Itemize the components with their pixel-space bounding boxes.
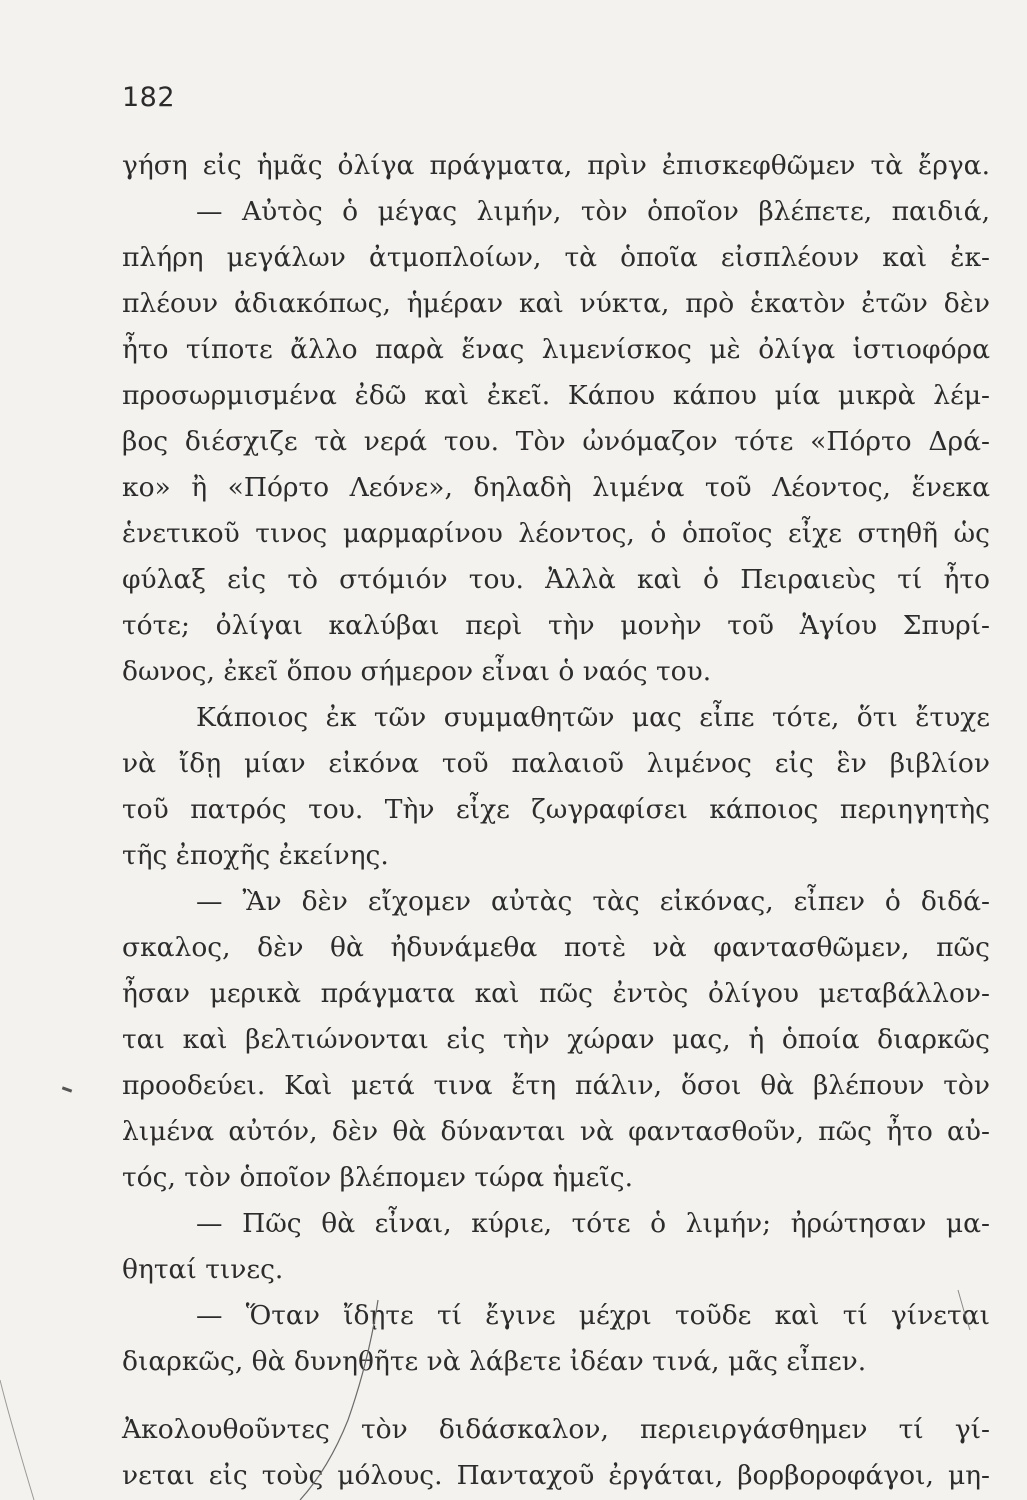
text-line: κο» ἢ «Πόρτο Λεόνε», δηλαδὴ λιμένα τοῦ Λέοντος, ἕνεκα [122,472,990,503]
text-line: — Ὅταν ἴδῃτε τί ἔγινε μέχρι τοῦδε καὶ τί γίνεται [196,1300,990,1331]
text-line: τῆς ἐποχῆς ἐκείνης. [122,840,389,871]
text-line: γήση εἰς ἡμᾶς ὀλίγα πράγματα, πρὶν ἐπισκεφθῶμεν τὰ ἔργα. [122,150,990,181]
text-line: λιμένα αὐτόν, δὲν θὰ δύνανται νὰ φαντασθοῦν, πῶς ἦτο αὐ- [122,1116,990,1147]
text-line: — Ἂν δὲν εἴχομεν αὐτὰς τὰς εἰκόνας, εἶπεν ὁ διδά- [196,886,990,917]
text-line: θηταί τινες. [122,1254,284,1285]
text-line: προσωρμισμένα ἐδῶ καὶ ἐκεῖ. Κάπου κάπου μία μικρὰ λέμ- [122,380,990,411]
text-line: ἦσαν μερικὰ πράγματα καὶ πῶς ἐντὸς ὀλίγου μεταβάλλον- [122,978,990,1009]
text-line: πλέουν ἀδιακόπως, ἡμέραν καὶ νύκτα, πρὸ ἑκατὸν ἐτῶν δὲν [122,288,990,319]
page-number: 182 [122,82,176,113]
text-line: Κάποιος ἐκ τῶν συμμαθητῶν μας εἶπε τότε, ὅτι ἔτυχε [196,702,990,733]
text-line: Ἀκολουθοῦντες τὸν διδάσκαλον, περιειργάσθημεν τί γί- [122,1414,990,1445]
text-line: δωνος, ἐκεῖ ὅπου σήμερον εἶναι ὁ ναός του. [122,656,712,687]
text-line: νὰ ἴδῃ μίαν εἰκόνα τοῦ παλαιοῦ λιμένος εἰς ἓν βιβλίον [122,748,990,779]
text-line: σκαλος, δὲν θὰ ἠδυνάμεθα ποτὲ νὰ φαντασθῶμεν, πῶς [122,932,990,963]
text-line: νεται εἰς τοὺς μόλους. Πανταχοῦ ἐργάται, βορβοροφάγοι, μη- [122,1460,990,1491]
text-line: διαρκῶς, θὰ δυνηθῆτε νὰ λάβετε ἰδέαν τινά, μᾶς εἶπεν. [122,1346,867,1377]
margin-mark [62,1086,72,1092]
text-line: φύλαξ εἰς τὸ στόμιόν του. Ἀλλὰ καὶ ὁ Πειραιεὺς τί ἦτο [122,564,990,595]
text-line: — Πῶς θὰ εἶναι, κύριε, τότε ὁ λιμήν; ἠρώτησαν μα- [196,1208,990,1239]
text-line: τός, τὸν ὁποῖον βλέπομεν τώρα ἡμεῖς. [122,1162,634,1193]
text-line: τοῦ πατρός του. Τὴν εἶχε ζωγραφίσει κάποιος περιηγητὴς [122,794,990,825]
text-line: πλήρη μεγάλων ἀτμοπλοίων, τὰ ὁποῖα εἰσπλέουν καὶ ἐκ- [122,242,990,273]
text-line: ται καὶ βελτιώνονται εἰς τὴν χώραν μας, ἡ ὁποία διαρκῶς [122,1024,990,1055]
text-line: βος διέσχιζε τὰ νερά του. Τὸν ὠνόμαζον τότε «Πόρτο Δρά- [122,426,990,457]
text-line: — Αὐτὸς ὁ μέγας λιμήν, τὸν ὁποῖον βλέπετε, παιδιά, [196,196,990,227]
text-line: ἦτο τίποτε ἄλλο παρὰ ἕνας λιμενίσκος μὲ ὀλίγα ἱστιοφόρα [122,334,990,365]
text-line: τότε; ὀλίγαι καλύβαι περὶ τὴν μονὴν τοῦ Ἁγίου Σπυρί- [122,610,990,641]
text-line: προοδεύει. Καὶ μετά τινα ἔτη πάλιν, ὅσοι θὰ βλέπουν τὸν [122,1070,990,1101]
text-line: ἑνετικοῦ τινος μαρμαρίνου λέοντος, ὁ ὁποῖος εἶχε στηθῆ ὡς [122,518,990,549]
